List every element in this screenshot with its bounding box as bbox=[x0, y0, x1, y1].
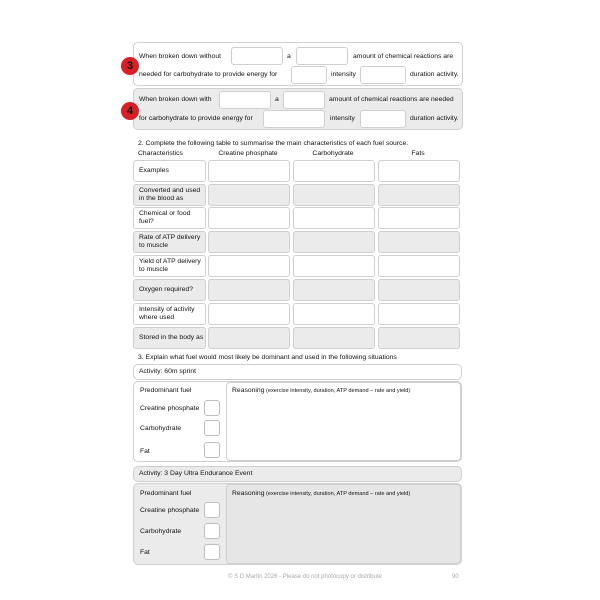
table-input-cell[interactable] bbox=[378, 327, 460, 349]
table-input-cell[interactable] bbox=[293, 207, 375, 229]
q4-blank-2[interactable] bbox=[283, 91, 325, 109]
section3-instruction: 3. Explain what fuel would most likely be dominant and used in the following situations bbox=[138, 354, 397, 361]
table-input-cell[interactable] bbox=[293, 279, 375, 301]
table-header-characteristics: Characteristics bbox=[138, 150, 183, 157]
activity-2-option-creatine: Creatine phosphate bbox=[140, 507, 200, 514]
footer-page-number: 90 bbox=[452, 574, 459, 580]
q3-line2-intensity: intensity bbox=[331, 71, 356, 78]
table-input-cell[interactable] bbox=[378, 207, 460, 229]
table-input-cell[interactable] bbox=[293, 303, 375, 325]
table-input-cell[interactable] bbox=[208, 303, 290, 325]
q3-blank-4[interactable] bbox=[360, 66, 406, 84]
table-input-cell[interactable] bbox=[208, 207, 290, 229]
q3-line2-prefix: needed for carbohydrate to provide energy for bbox=[139, 71, 278, 78]
activity-1-fuel-label: Predominant fuel bbox=[140, 387, 192, 394]
table-input-cell[interactable] bbox=[293, 160, 375, 182]
q3-line1-suffix: amount of chemical reactions are bbox=[353, 53, 454, 60]
table-input-cell[interactable] bbox=[208, 184, 290, 206]
activity-1-option-carbohydrate: Carbohydrate bbox=[140, 425, 182, 432]
table-input-cell[interactable] bbox=[378, 303, 460, 325]
table-header-fats: Fats bbox=[411, 150, 425, 157]
activity-1-reasoning-label: Reasoning bbox=[232, 387, 265, 394]
activity-2-reasoning-label: Reasoning bbox=[232, 490, 265, 497]
table-header-carbohydrate: Carbohydrate bbox=[312, 150, 354, 157]
table-row-label: Examples bbox=[133, 160, 206, 182]
activity-1-reasoning-hint: (exercise intensity, duration, ATP demand – rate and yield) bbox=[266, 388, 411, 394]
q3-number-badge: 3 bbox=[121, 57, 139, 75]
q3-line2-duration: duration activity. bbox=[410, 71, 459, 78]
q4-blank-3[interactable] bbox=[263, 110, 325, 128]
activity-1-fat-checkbox[interactable] bbox=[204, 442, 220, 458]
table-input-cell[interactable] bbox=[293, 231, 375, 253]
table-input-cell[interactable] bbox=[208, 231, 290, 253]
activity-2-reasoning-hint: (exercise intensity, duration, ATP demand – rate and yield) bbox=[266, 491, 411, 497]
table-row-label: Yield of ATP delivery to muscle bbox=[133, 255, 206, 277]
q3-blank-3[interactable] bbox=[291, 66, 327, 84]
q4-number-badge: 4 bbox=[121, 102, 139, 120]
q4-blank-1[interactable] bbox=[219, 91, 271, 109]
table-input-cell[interactable] bbox=[293, 184, 375, 206]
table-row-label: Oxygen required? bbox=[133, 279, 206, 301]
q4-line2-duration: duration activity. bbox=[410, 115, 459, 122]
table-input-cell[interactable] bbox=[208, 255, 290, 277]
q3-line1-a: a bbox=[287, 53, 291, 60]
activity-1-option-creatine: Creatine phosphate bbox=[140, 405, 200, 412]
table-input-cell[interactable] bbox=[293, 255, 375, 277]
table-input-cell[interactable] bbox=[208, 279, 290, 301]
activity-2-option-carbohydrate: Carbohydrate bbox=[140, 528, 182, 535]
table-input-cell[interactable] bbox=[293, 327, 375, 349]
q4-line1-a: a bbox=[275, 96, 279, 103]
table-row-label: Stored in the body as bbox=[133, 327, 206, 349]
section2-instruction: 2. Complete the following table to summarise the main characteristics of each fuel source. bbox=[138, 140, 409, 147]
q4-line1-suffix: amount of chemical reactions are needed bbox=[329, 96, 454, 103]
table-input-cell[interactable] bbox=[378, 279, 460, 301]
activity-2-option-fat: Fat bbox=[140, 549, 150, 556]
activity-1-creatine-checkbox[interactable] bbox=[204, 400, 220, 416]
table-row-label: Chemical or food fuel? bbox=[133, 207, 206, 229]
activity-2-title: Activity: 3 Day Ultra Endurance Event bbox=[139, 470, 253, 477]
table-input-cell[interactable] bbox=[378, 184, 460, 206]
q3-blank-2[interactable] bbox=[296, 47, 348, 65]
q4-line2-prefix: for carbohydrate to provide energy for bbox=[139, 115, 253, 122]
activity-2-fuel-label: Predominant fuel bbox=[140, 490, 192, 497]
table-input-cell[interactable] bbox=[378, 160, 460, 182]
table-input-cell[interactable] bbox=[378, 231, 460, 253]
q3-blank-1[interactable] bbox=[231, 47, 283, 65]
q4-line2-intensity: intensity bbox=[330, 115, 355, 122]
activity-2-fat-checkbox[interactable] bbox=[204, 544, 220, 560]
activity-1-carbohydrate-checkbox[interactable] bbox=[204, 420, 220, 436]
activity-1-title: Activity: 60m sprint bbox=[139, 368, 197, 375]
activity-2-creatine-checkbox[interactable] bbox=[204, 502, 220, 518]
q3-line1-prefix: When broken down without bbox=[139, 53, 221, 60]
activity-2-carbohydrate-checkbox[interactable] bbox=[204, 523, 220, 539]
q4-blank-4[interactable] bbox=[360, 110, 406, 128]
table-header-creatine: Creatine phosphate bbox=[218, 150, 278, 157]
table-row-label: Converted and used in the blood as bbox=[133, 184, 206, 206]
table-row-label: Rate of ATP delivery to muscle bbox=[133, 231, 206, 253]
activity-1-option-fat: Fat bbox=[140, 448, 150, 455]
table-row-label: Intensity of activity where used bbox=[133, 303, 206, 325]
table-input-cell[interactable] bbox=[378, 255, 460, 277]
table-input-cell[interactable] bbox=[208, 160, 290, 182]
footer-copyright: © S D Martin 2026 - Please do not photocopy or distribute bbox=[228, 574, 382, 580]
q4-line1-prefix: When broken down with bbox=[139, 96, 212, 103]
table-input-cell[interactable] bbox=[208, 327, 290, 349]
